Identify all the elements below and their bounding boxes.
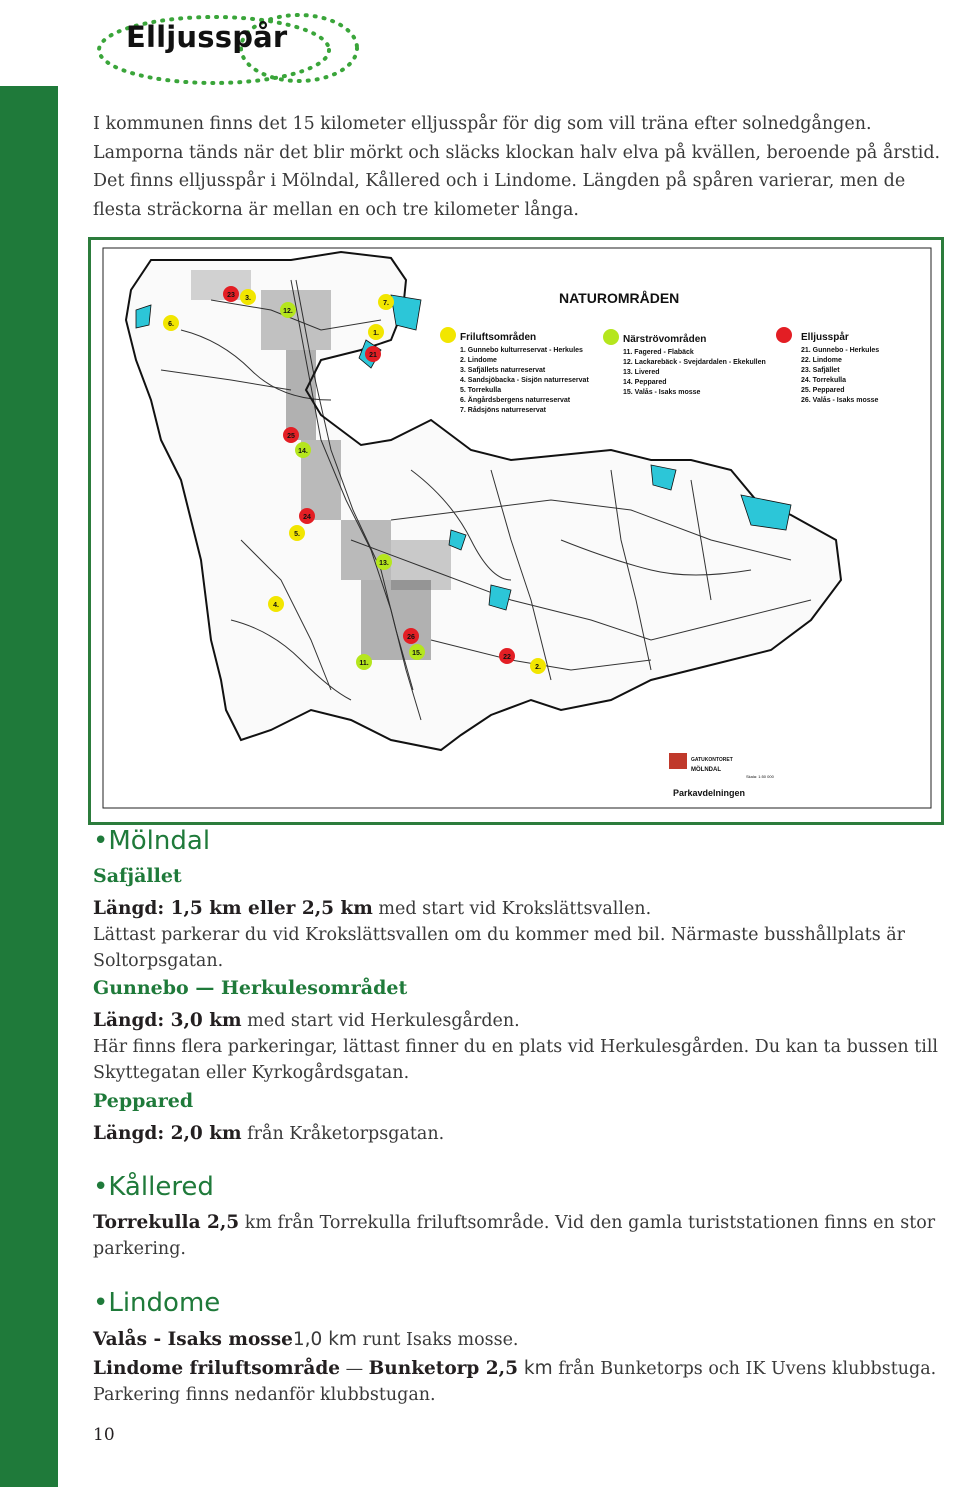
svg-text:6. Ängårdsbergens naturreserva: 6. Ängårdsbergens naturreservat — [460, 397, 571, 404]
svg-text:23: 23 — [227, 292, 235, 299]
svg-text:12.: 12. — [283, 308, 293, 315]
svg-text:2. Lindome: 2. Lindome — [460, 357, 497, 364]
svg-text:4. Sandsjöbacka - Sisjön natur: 4. Sandsjöbacka - Sisjön naturreservat — [460, 377, 589, 384]
svg-text:14.: 14. — [298, 448, 308, 455]
svg-text:21: 21 — [369, 352, 377, 359]
nature-areas-map — [88, 237, 944, 825]
svg-text:Elljusspår: Elljusspår — [801, 332, 849, 343]
map-graphic — [91, 240, 941, 822]
svg-text:14. Peppared: 14. Peppared — [623, 379, 667, 386]
svg-text:MÖLNDAL: MÖLNDAL — [691, 767, 721, 773]
torrekulla-info: Torrekulla 2,5 km från Torrekulla friluftsområde. Vid den gamla turiststationen finns en stor parkering. — [93, 1212, 936, 1259]
svg-text:1. Gunnebo kulturreservat - He: 1. Gunnebo kulturreservat - Herkules — [460, 347, 583, 354]
svg-text:5. Torrekulla: 5. Torrekulla — [460, 387, 502, 394]
lindome-friluft-info: Lindome friluftsområde — Bunketorp 2,5 km från Bunketorps och IK Uvens klubbstuga. Parkering finns nedanför klubbstugan. — [93, 1358, 937, 1405]
svg-text:21. Gunnebo - Herkules: 21. Gunnebo - Herkules — [801, 347, 880, 354]
svg-text:11. Fagered - Flabäck: 11. Fagered - Flabäck — [623, 349, 694, 356]
svg-text:25: 25 — [287, 433, 295, 440]
gunnebo-name: Gunnebo — Herkulesområdet — [93, 977, 408, 999]
svg-text:25. Peppared: 25. Peppared — [801, 387, 845, 394]
svg-text:7.: 7. — [383, 300, 389, 307]
gunnebo-info: Här finns flera parkeringar, lättast finner du en plats vid Herkulesgården. Du kan ta bussen till Skyttegatan eller Kyrkogårdsgatan. — [93, 1037, 939, 1083]
section-heading-kallered: •Kållered — [93, 1172, 214, 1202]
svg-text:2.: 2. — [535, 664, 541, 671]
green-sidebar — [0, 86, 58, 1487]
svg-text:Parkavdelningen: Parkavdelningen — [673, 788, 746, 798]
svg-text:Skala: 1:50 000: Skala: 1:50 000 — [746, 774, 774, 779]
valas-info: Valås - Isaks mosse1,0 km runt Isaks mosse. — [93, 1329, 519, 1350]
svg-text:22. Lindome: 22. Lindome — [801, 357, 842, 364]
section-heading-lindome: •Lindome — [93, 1288, 221, 1318]
svg-text:26: 26 — [407, 634, 415, 641]
svg-text:6.: 6. — [168, 321, 174, 328]
safjallet-length: Längd: 1,5 km eller 2,5 km med start vid Krokslättsvallen. — [93, 898, 652, 919]
svg-text:24. Torrekulla: 24. Torrekulla — [801, 377, 847, 384]
svg-text:1.: 1. — [373, 330, 379, 337]
svg-text:23. Safjället: 23. Safjället — [801, 367, 840, 374]
svg-text:24: 24 — [303, 514, 311, 521]
svg-text:15. Valås - Isaks mosse: 15. Valås - Isaks mosse — [623, 389, 701, 396]
page-title: Elljusspår — [126, 20, 288, 54]
svg-text:Friluftsområden: Friluftsområden — [460, 332, 537, 343]
svg-text:Närströvområden: Närströvområden — [623, 334, 707, 345]
svg-text:GATUKONTORET: GATUKONTORET — [691, 757, 733, 763]
svg-text:13. Livered: 13. Livered — [623, 369, 660, 376]
svg-text:12. Lackarebäck - Svejdardalen: 12. Lackarebäck - Svejdardalen - Ekekullen — [623, 359, 766, 366]
page-number: 10 — [93, 1425, 115, 1445]
svg-text:3.: 3. — [245, 295, 251, 302]
safjallet-info: Lättast parkerar du vid Krokslättsvallen om du kommer med bil. Närmaste busshållplats är Soltorpsgatan. — [93, 925, 906, 971]
svg-text:5.: 5. — [294, 531, 300, 538]
svg-text:3. Safjällets naturreservat: 3. Safjällets naturreservat — [460, 367, 546, 374]
svg-text:26. Valås - Isaks mosse: 26. Valås - Isaks mosse — [801, 397, 879, 404]
peppared-length: Längd: 2,0 km från Kråketorpsgatan. — [93, 1123, 445, 1144]
gunnebo-length: Längd: 3,0 km med start vid Herkulesgården. — [93, 1010, 520, 1031]
intro-paragraph: I kommunen finns det 15 kilometer elljusspår för dig som vill träna efter solnedgången. Lamporna tänds när det blir mörkt och släcks klockan halv elva på kvällen, beroende på årstid. Det finns elljusspår i Mölndal, Kållered och i Lindome. Längden på spåren varierar, men de flesta sträckorna är mellan en och tre kilometer långa. — [93, 114, 941, 220]
svg-text:NATUROMRÅDEN: NATUROMRÅDEN — [559, 290, 680, 306]
section-heading-molndal: •Mölndal — [93, 826, 211, 856]
svg-text:11.: 11. — [359, 660, 369, 667]
svg-text:13.: 13. — [379, 560, 389, 567]
safjallet-name: Safjället — [93, 865, 182, 887]
svg-text:4.: 4. — [273, 602, 279, 609]
svg-text:7. Rådsjöns naturreservat: 7. Rådsjöns naturreservat — [460, 407, 546, 414]
svg-text:15.: 15. — [412, 650, 422, 657]
peppared-name: Peppared — [93, 1090, 194, 1112]
svg-text:22: 22 — [503, 654, 511, 661]
